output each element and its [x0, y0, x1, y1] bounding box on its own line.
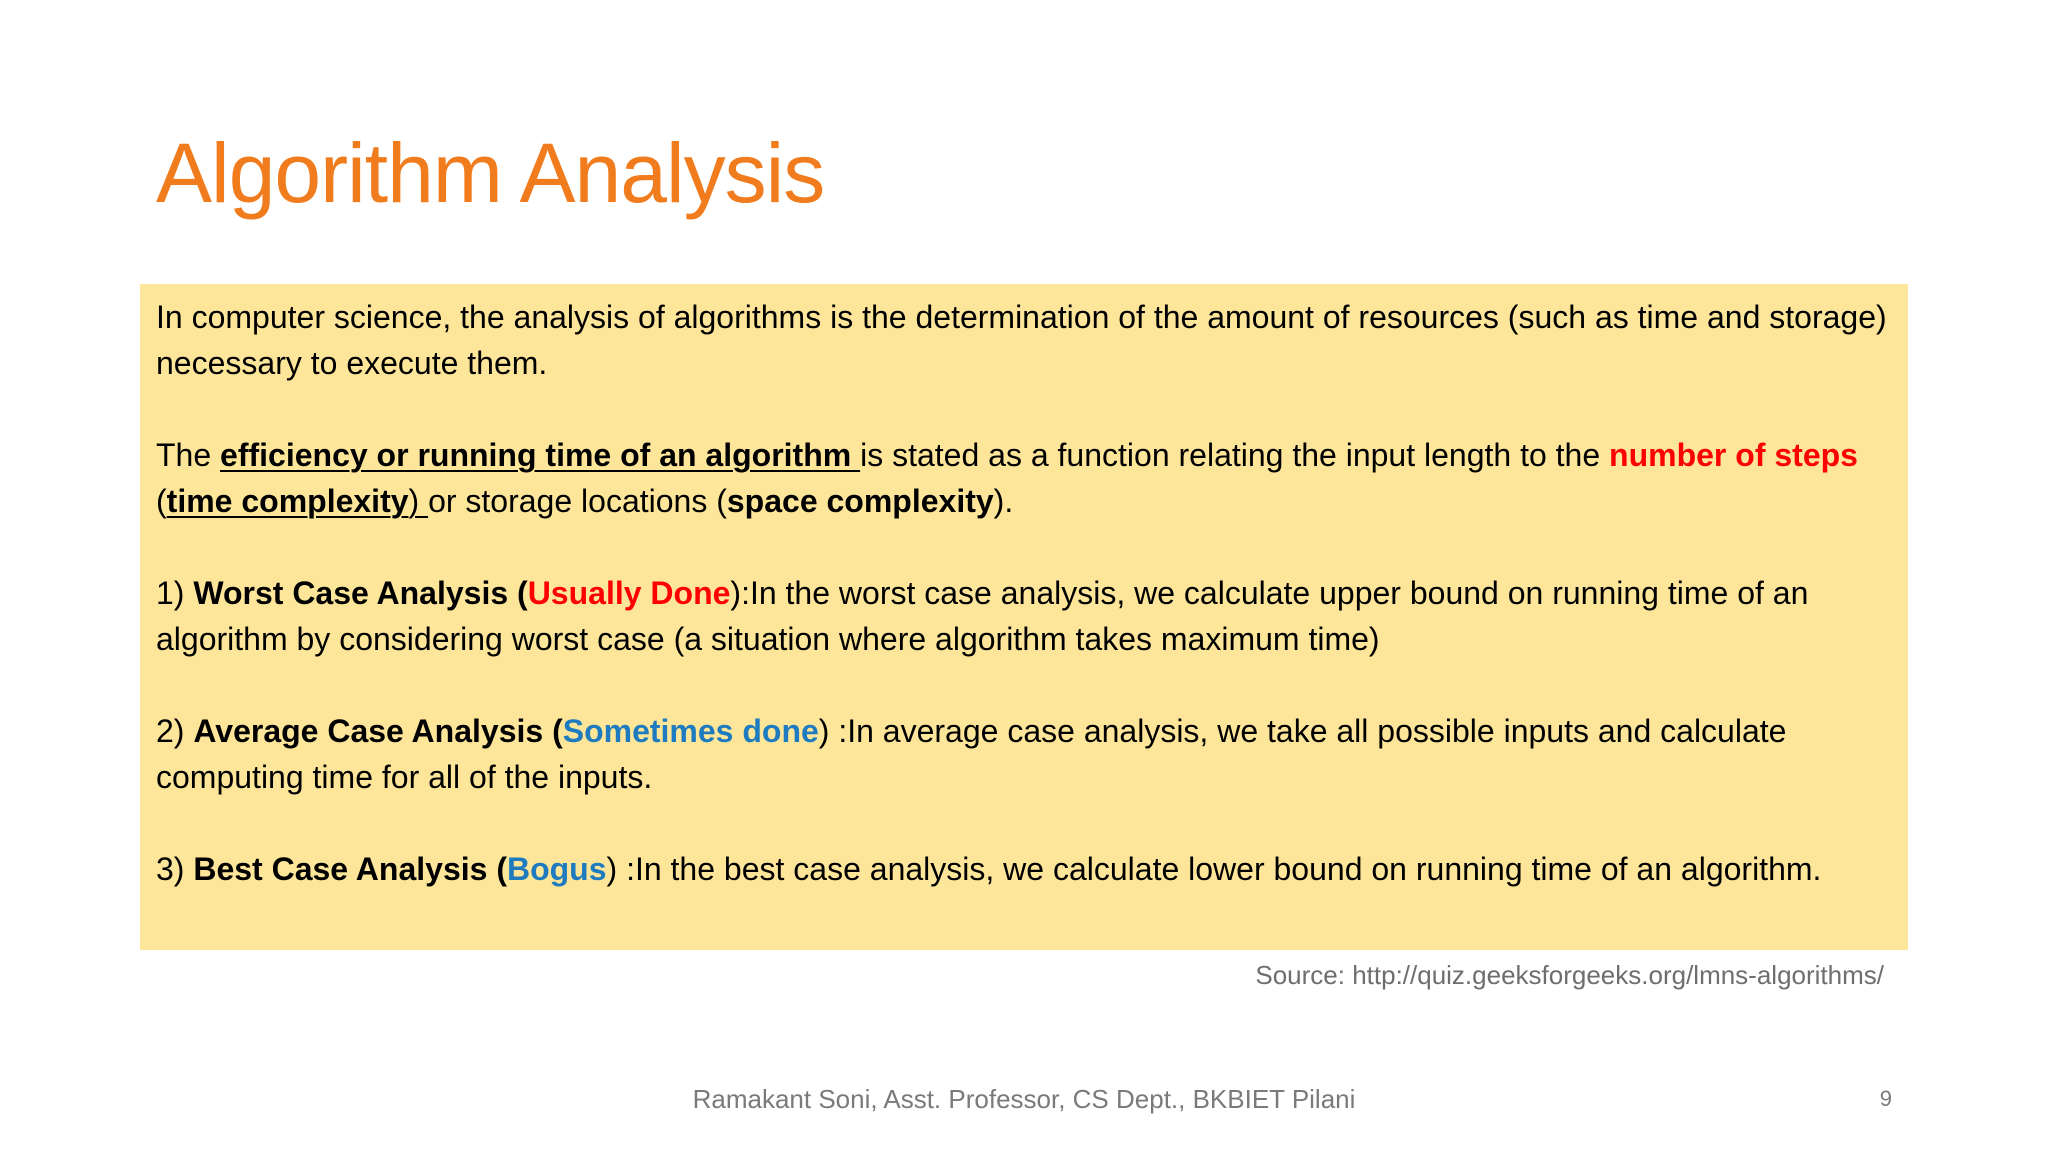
case-text: ) :In the best case analysis, we calculate lower bound on running time of an algorithm.: [606, 851, 1822, 887]
case-note: Sometimes done: [562, 713, 819, 749]
case-note: Usually Done: [527, 575, 731, 611]
space-complexity: space complexity: [726, 483, 994, 519]
efficiency-prefix: The: [156, 437, 221, 473]
efficiency-close: ): [408, 483, 429, 519]
efficiency-term: efficiency or running time of an algorithm: [220, 437, 861, 473]
case-text: ):In the worst case analysis, we calculate upper bound on running time of an algorithm by considering worst case (a situation where algorithm takes maximum time): [156, 575, 1809, 657]
case-name: Average Case Analysis (: [193, 713, 563, 749]
case-note: Bogus: [506, 851, 607, 887]
case-text: ) :In average case analysis, we take all possible inputs and calculate computing time for all of the inputs.: [156, 713, 1787, 795]
case-number: 1): [156, 575, 194, 611]
efficiency-open: (: [156, 483, 167, 519]
case-number: 3): [156, 851, 194, 887]
efficiency-storage: or storage locations (: [428, 483, 727, 519]
efficiency-middle: is stated as a function relating the input length to the: [860, 437, 1610, 473]
efficiency-end: ).: [993, 483, 1014, 519]
content-box: [140, 284, 1908, 950]
source-citation: Source: http://quiz.geeksforgeeks.org/lmns-algorithms/: [1255, 960, 1884, 990]
case-number: 2): [156, 713, 194, 749]
worst-case-paragraph: [156, 570, 1892, 662]
page-number: 9: [1879, 1086, 1892, 1111]
time-complexity: time complexity: [166, 483, 409, 519]
efficiency-paragraph: [156, 432, 1892, 524]
best-case-paragraph: [156, 846, 1892, 892]
slide-title: Algorithm Analysis: [156, 126, 825, 220]
case-name: Worst Case Analysis (: [193, 575, 528, 611]
number-of-steps: number of steps: [1609, 437, 1858, 473]
slide-footer: Ramakant Soni, Asst. Professor, CS Dept., BKBIET Pilani: [692, 1084, 1356, 1114]
intro-paragraph: In computer science, the analysis of algorithms is the determination of the amount of resources (such as time and storage) necessary to execute them.: [156, 299, 1887, 381]
average-case-paragraph: [156, 708, 1892, 800]
case-name: Best Case Analysis (: [193, 851, 507, 887]
